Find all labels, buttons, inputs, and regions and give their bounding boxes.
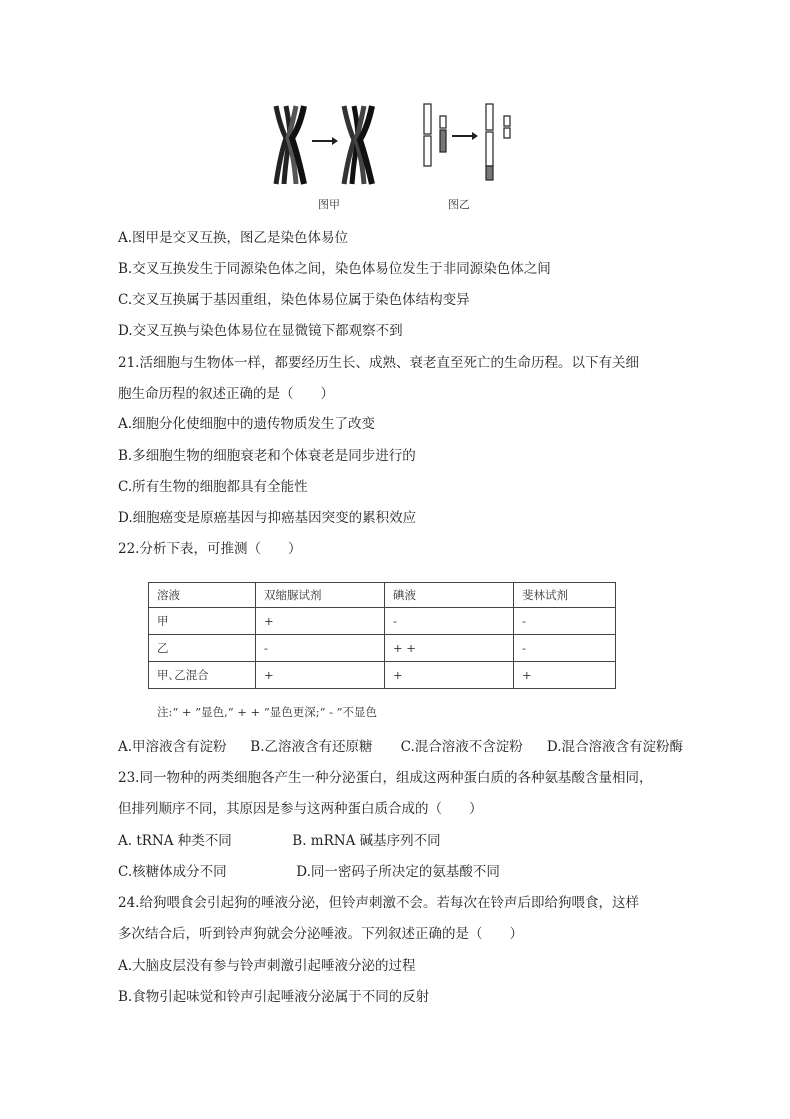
q22-options xyxy=(118,738,683,756)
q21-stem-line1: 21.活细胞与生物体一样，都要经历生长、成熟、衰老直至死亡的生命历程。以下有关细 xyxy=(118,355,639,371)
q23-option-a: A. tRNA 种类不同 xyxy=(118,833,232,849)
arrow-icon xyxy=(312,137,338,145)
q21-stem-line2: 胞生命历程的叙述正确的是（ ） xyxy=(118,386,334,402)
q24-stem-line1: 24.给狗喂食会引起狗的唾液分泌，但铃声刺激不会。若每次在铃声后即给狗喂食，这样 xyxy=(118,895,639,911)
table-cell: 甲､乙混合 xyxy=(149,662,256,689)
figure-caption-left: 图甲 xyxy=(318,198,340,211)
q22-stem: 22.分析下表，可推测（ ） xyxy=(118,541,302,557)
table-header-cell: 双缩脲试剂 xyxy=(256,583,385,608)
translocation-after-chromosomes xyxy=(486,104,510,180)
q20-option-c: C.交叉互换属于基因重组，染色体易位属于染色体结构变异 xyxy=(118,292,470,308)
arrow-icon xyxy=(452,132,478,140)
crossover-after-chromosomes xyxy=(344,106,372,184)
table-row xyxy=(149,635,616,662)
q21-option-a: A.细胞分化使细胞中的遗传物质发生了改变 xyxy=(118,416,376,432)
table-cell: + xyxy=(256,662,385,689)
table-note: 注:“ + ”显色,“ + + ”显色更深;“ - ”不显色 xyxy=(157,705,378,719)
q23-stem-line2: 但排列顺序不同，其原因是参与这两种蛋白质合成的（ ） xyxy=(118,801,483,817)
table-cell: - xyxy=(385,608,514,635)
q23-options-row2 xyxy=(118,863,500,881)
table-cell: 乙 xyxy=(149,635,256,662)
q21-option-d: D.细胞癌变是原癌基因与抑癌基因突变的累积效应 xyxy=(118,510,417,526)
table-cell: - xyxy=(514,608,616,635)
q24-option-a: A.大脑皮层没有参与铃声刺激引起唾液分泌的过程 xyxy=(118,958,416,974)
chromosome-figure xyxy=(266,96,516,214)
q21-option-b: B.多细胞生物的细胞衰老和个体衰老是同步进行的 xyxy=(118,448,416,464)
table-row xyxy=(149,608,616,635)
q23-option-b: B. mRNA 碱基序列不同 xyxy=(292,833,441,849)
q20-option-a: A.图甲是交叉互换，图乙是染色体易位 xyxy=(118,230,349,246)
q22-option-c: C.混合溶液不含淀粉 xyxy=(400,739,523,755)
translocation-before-chromosomes xyxy=(424,104,446,166)
table-cell: + xyxy=(385,662,514,689)
table-cell: - xyxy=(514,635,616,662)
table-cell: 甲 xyxy=(149,608,256,635)
chromosome-diagram xyxy=(266,96,516,196)
crossover-before-chromosomes xyxy=(276,106,304,184)
q23-option-d: D.同一密码子所决定的氨基酸不同 xyxy=(296,864,500,880)
q24-stem-line2: 多次结合后，听到铃声狗就会分泌唾液。下列叙述正确的是（ ） xyxy=(118,926,523,942)
table-cell: + xyxy=(256,608,385,635)
table-header-row xyxy=(149,583,616,608)
q21-option-c: C.所有生物的细胞都具有全能性 xyxy=(118,479,308,495)
table-cell: - xyxy=(256,635,385,662)
table-header-cell: 斐林试剂 xyxy=(514,583,616,608)
q22-option-b: B.乙溶液含有还原糖 xyxy=(250,739,373,755)
q23-option-c: C.核糖体成分不同 xyxy=(118,864,227,880)
q20-option-d: D.交叉互换与染色体易位在显微镜下都观察不到 xyxy=(118,323,403,339)
table-header-cell: 碘液 xyxy=(385,583,514,608)
table-row xyxy=(149,662,616,689)
q23-options-row1 xyxy=(118,832,441,850)
q23-stem-line1: 23.同一物种的两类细胞各产生一种分泌蛋白，组成这两种蛋白质的各种氨基酸含量相同， xyxy=(118,770,653,786)
reagent-table xyxy=(148,582,616,689)
table-header-cell: 溶液 xyxy=(149,583,256,608)
q20-option-b: B.交叉互换发生于同源染色体之间，染色体易位发生于非同源染色体之间 xyxy=(118,261,551,277)
q22-option-d: D.混合溶液含有淀粉酶 xyxy=(546,739,684,755)
figure-caption-right: 图乙 xyxy=(448,198,470,211)
q22-option-a: A.甲溶液含有淀粉 xyxy=(118,739,227,755)
table-cell: + + xyxy=(385,635,514,662)
q24-option-b: B.食物引起味觉和铃声引起唾液分泌属于不同的反射 xyxy=(118,989,430,1005)
table-cell: + xyxy=(514,662,616,689)
